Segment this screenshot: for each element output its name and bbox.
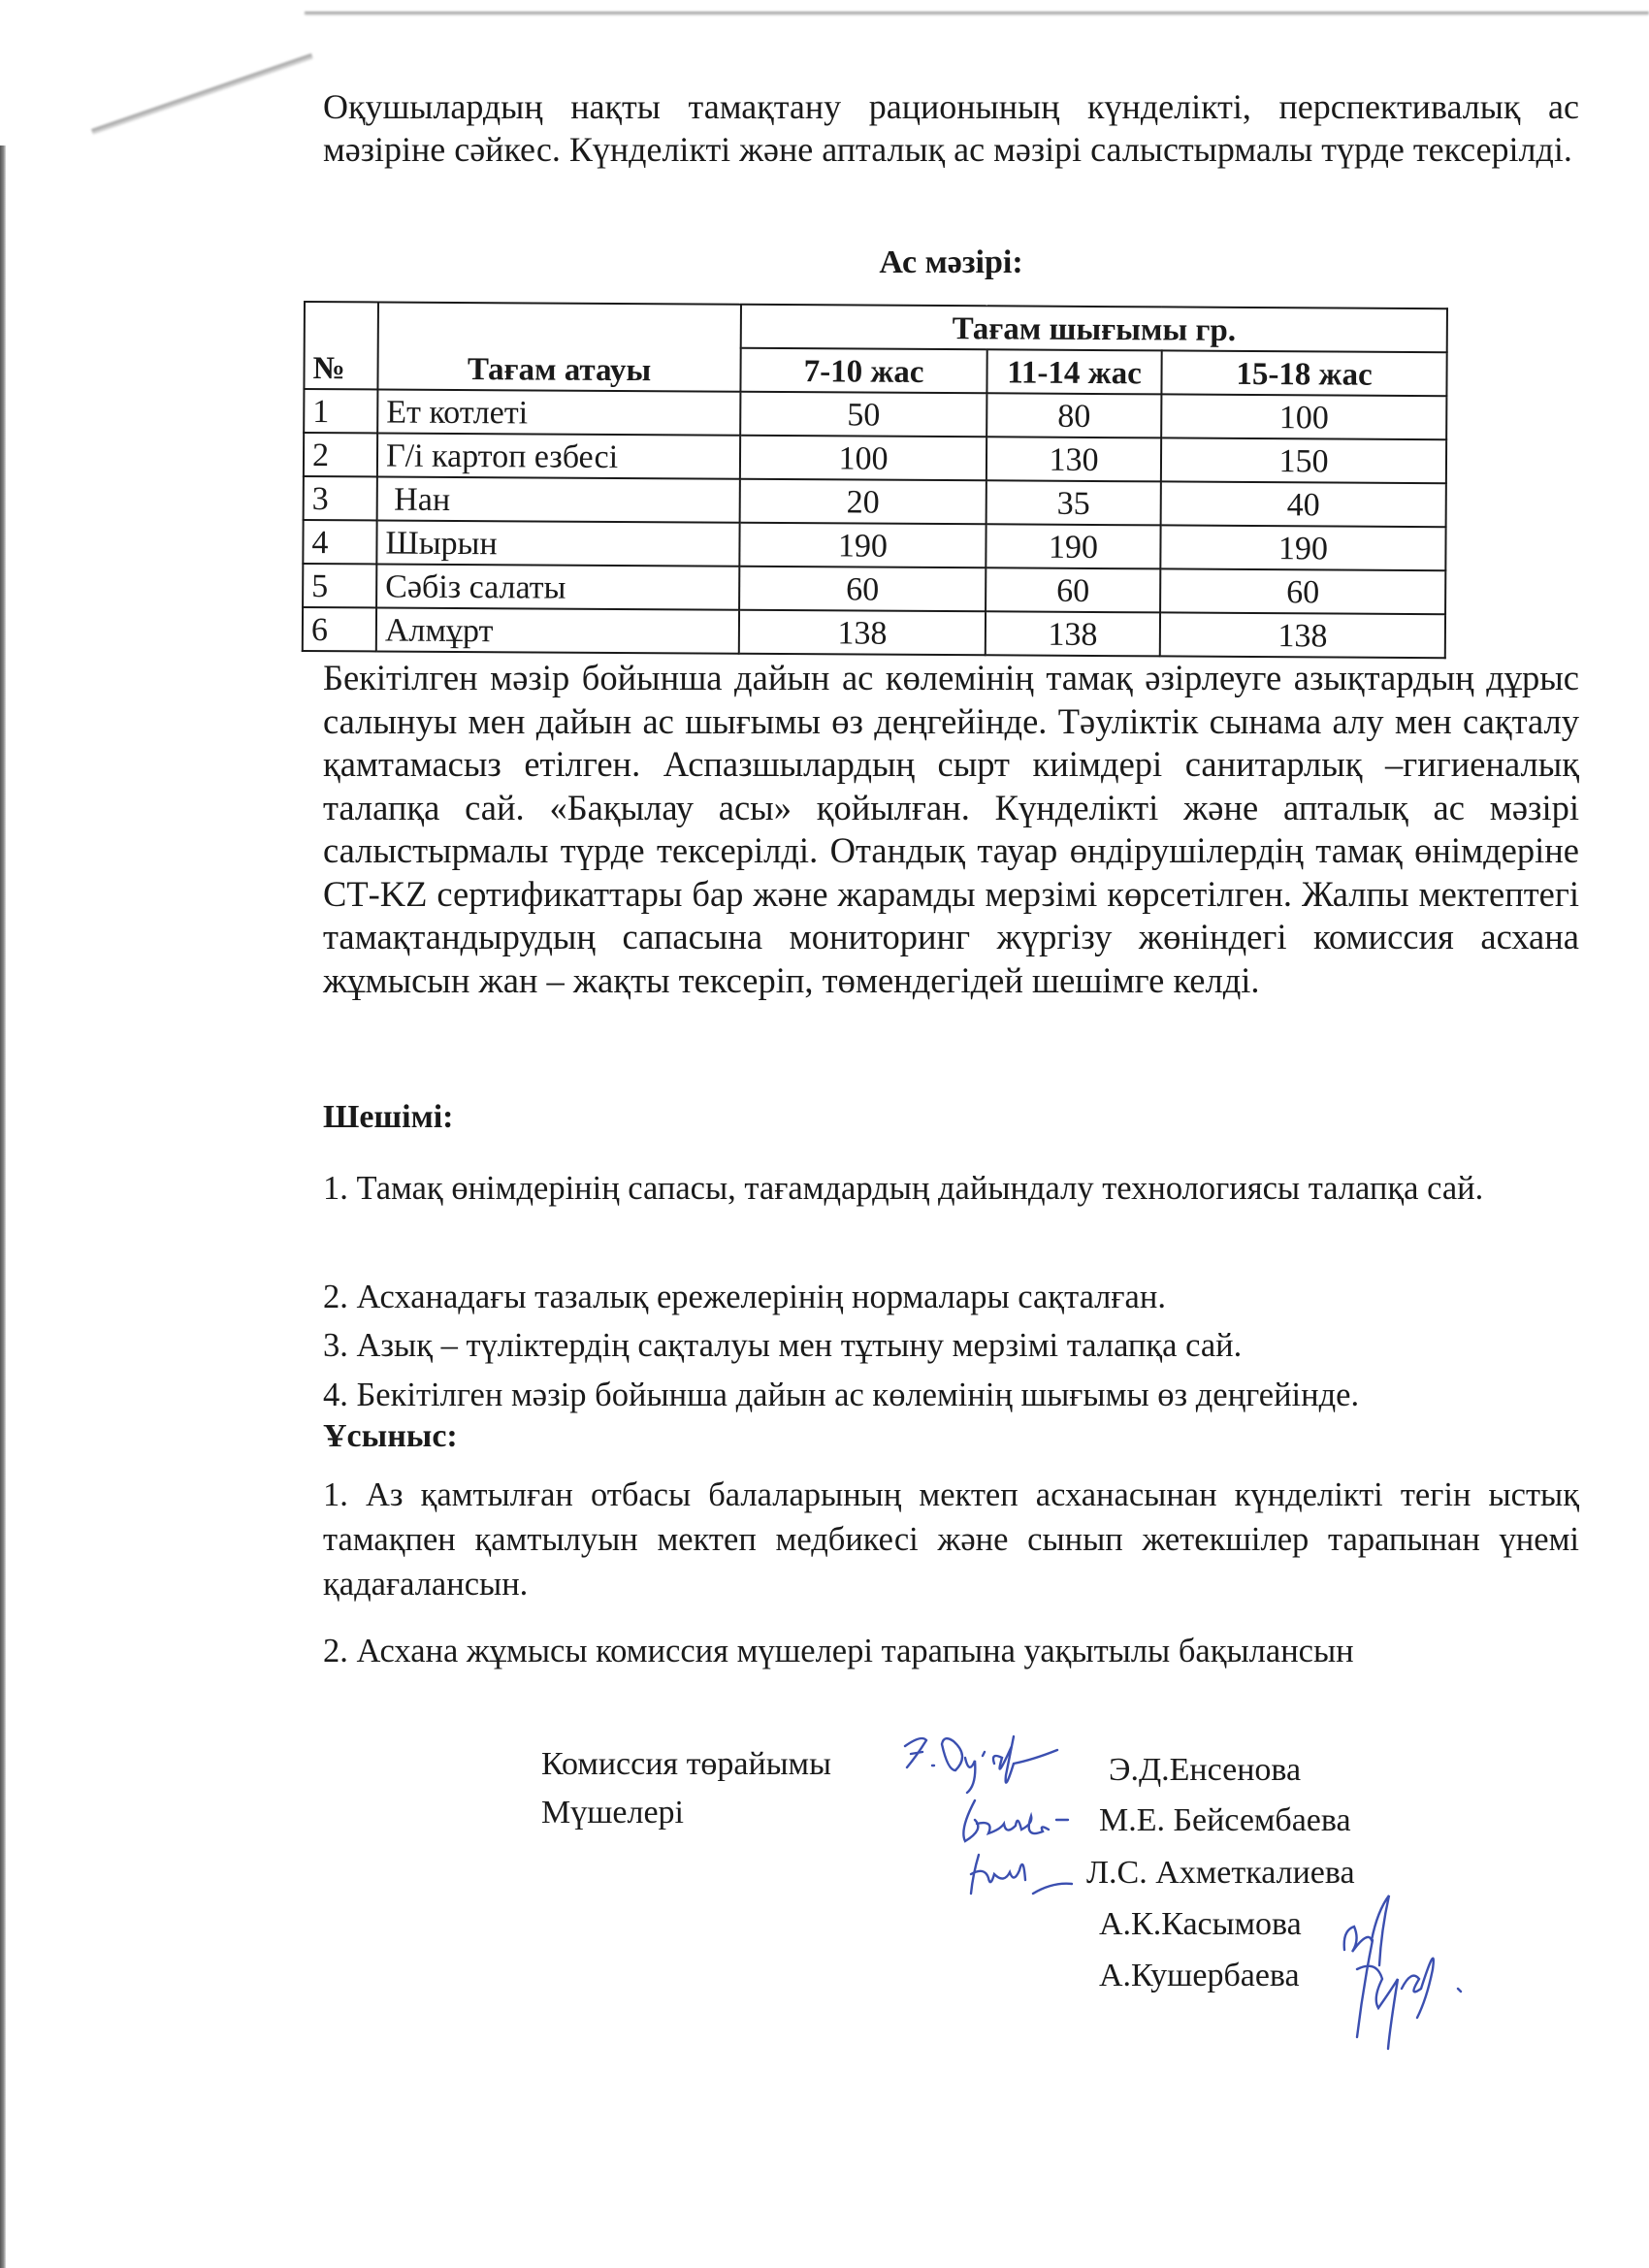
decision-item-1: 1. Тамақ өнімдерінің сапасы, тағамдардың дайындалу технологиясы талапқа сай. [323,1170,1484,1207]
page-top-edge [305,12,1649,16]
row-value-11-14: 190 [986,524,1160,568]
row-dish-name: Алмұрт [376,607,739,653]
table-row [303,564,1445,614]
header-output-group: Тағам шығымы гр. [741,305,1447,352]
decision-item-3: 3. Азық – түліктердің сақталуы мен тұтыну мерзімі талапқа сай. [323,1327,1243,1364]
table-row [304,389,1446,439]
member-name-4: А.Кушербаева [1099,1958,1300,1993]
member-signature-1-icon [955,1791,1091,1849]
decision-heading: Шешімі: [323,1099,454,1135]
row-value-15-18: 150 [1161,437,1446,483]
row-dish-name: Г/і картоп езбесі [377,433,740,478]
header-age-7-10: 7-10 жас [740,348,986,394]
member-signature-2-icon [965,1845,1091,1903]
header-age-15-18: 15-18 жас [1161,350,1446,396]
menu-table-caption: Ас мәзірі: [879,244,1023,280]
row-value-7-10: 50 [740,392,986,437]
decision-item-4: 4. Бекітілген мәзір бойынша дайын ас көлемінің шығымы өз деңгейінде. [323,1377,1360,1413]
members-label: Мүшелері [541,1795,685,1831]
chair-label: Комиссия төрайымы [541,1746,831,1782]
row-no: 4 [303,520,376,564]
member-name-3: А.К.Касымова [1099,1906,1302,1942]
row-value-11-14: 80 [986,393,1161,437]
table-row [303,520,1445,570]
row-value-7-10: 100 [740,436,986,481]
row-no: 5 [303,564,376,607]
table-row [304,476,1446,527]
body-paragraph: Бекітілген мәзір бойынша дайын ас көлемінің тамақ әзірлеуге азықтардың дұрыс салынуы мен дайын ас шығымы өз деңгейінде. Тәуліктік сынама алу мен сақталу қамтамасыз етілген. Аспазшылардың сырт киімдері санитарлық –гигиеналық талапқа сай. «Бақылау асы» қойылған. Күнделікті және апталық ас мәзірі салыстырмалы түрде тексерілді. Отандық тауар өндірушілердің тамақ өнімдеріне СТ-KZ сертификаттары бар және жарамды мерзімі көрсетілген. Жалпы мектептегі тамақтандырудың сапасына мониторинг жүргізу жөніндегі комиссия асхана жұмысын жан – жақты тексеріп, төмендегідей шешімге келді. [323,658,1579,1000]
table-row [304,433,1446,483]
row-value-7-10: 190 [739,523,986,568]
recommendation-item-2: 2. Асхана жұмысы комиссия мүшелері тарапына уақытылы бақылансын [323,1633,1354,1669]
header-dish-name: Тағам атауы [377,302,741,391]
row-no: 1 [304,389,377,433]
row-value-15-18: 60 [1160,568,1445,614]
intro-paragraph: Оқушылардың нақты тамақтану рационының күнделікті, перспективалық ас мәзіріне сәйкес. Күнделікті және апталық ас мәзірі салыстырмалы түрде тексерілді. [323,87,1579,169]
member-signature-4-icon [1343,1930,1489,2057]
recommendation-item-1: 1. Аз қамтылған отбасы балаларының мектеп асханасынан күнделікті тегін ыстық тамақпен қамтылуын мектеп медбикесі және сынып жетекшілер тарапынан үнемі қадағалансын. [323,1476,1579,1603]
row-dish-name: Сәбіз салаты [376,564,739,609]
recommendation-heading: Ұсыныс: [323,1418,458,1454]
member-name-2: Л.С. Ахметкалиева [1086,1855,1355,1891]
row-dish-name: Нан [377,476,740,522]
row-value-15-18: 138 [1160,612,1445,658]
decision-item-2: 2. Асханадағы тазалық ережелерінің нормалары сақталған. [323,1279,1166,1315]
header-age-11-14: 11-14 жас [986,349,1161,394]
row-value-11-14: 35 [986,480,1161,525]
row-value-11-14: 138 [986,611,1160,656]
row-value-7-10: 20 [740,479,986,525]
table-row [303,607,1445,658]
row-dish-name: Шырын [376,520,739,566]
member-name-1: М.Е. Бейсембаева [1099,1802,1351,1838]
chair-name: Э.Д.Енсенова [1109,1752,1302,1788]
row-no: 2 [304,433,377,476]
row-value-15-18: 40 [1161,481,1446,527]
row-no: 3 [304,476,377,520]
row-value-7-10: 138 [739,610,986,656]
row-value-7-10: 60 [739,567,986,612]
row-value-11-14: 60 [986,567,1160,612]
row-no: 6 [303,607,376,651]
scanner-edge [0,0,6,2268]
row-value-15-18: 100 [1161,394,1446,439]
row-value-15-18: 190 [1160,525,1445,570]
menu-table [302,301,1448,659]
row-value-11-14: 130 [986,437,1161,481]
header-no: № [304,302,378,389]
row-dish-name: Ет котлеті [377,389,740,435]
